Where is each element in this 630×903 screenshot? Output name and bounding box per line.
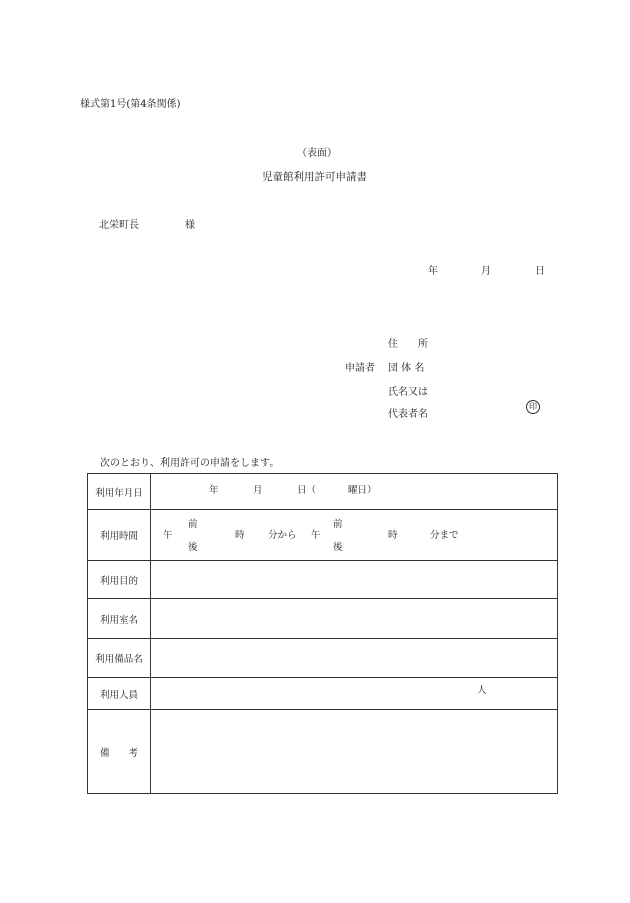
label-use-time: 利用時間 [88,510,151,561]
end-ampm: 午 [311,530,321,541]
use-date-field[interactable] [151,474,558,510]
applicant-name-label-2: 代表者名 [388,409,428,420]
row-purpose [88,561,558,599]
applicant-name-label-1: 氏名又は [388,387,428,398]
start-ampm: 午 [163,530,173,541]
use-time-field[interactable] [151,510,558,561]
start-pm: 後 [188,542,198,553]
applicant-address-label: 住 所 [388,339,428,350]
row-headcount [88,678,558,710]
remarks-field[interactable] [151,710,558,794]
side-label: （表面） [297,148,337,159]
addressee-name: 北栄町長 [99,220,139,231]
label-purpose: 利用目的 [88,561,151,599]
end-am: 前 [333,519,343,530]
headcount-field[interactable] [151,678,558,710]
seal-icon: 印 [526,400,540,414]
form-number: 様式第1号(第4条関係) [80,99,181,110]
label-use-date: 利用年月日 [88,474,151,510]
row-room [88,599,558,639]
use-date-weekday: 曜日） [348,485,377,496]
room-field[interactable] [151,599,558,639]
label-remarks: 備 考 [88,710,151,794]
row-use-date [88,474,558,510]
end-hour: 時 [388,530,398,541]
addressee-honorific: 様 [185,220,195,231]
use-date-day: 日（ [297,485,317,496]
date-year: 年 [428,266,438,277]
row-use-time [88,510,558,561]
row-equipment [88,639,558,678]
label-room: 利用室名 [88,599,151,639]
use-date-year: 年 [209,485,219,496]
intro-text: 次のとおり、利用許可の申請をします。 [100,458,280,469]
headcount-unit: 人 [477,685,487,696]
equipment-field[interactable] [151,639,558,678]
end-pm: 後 [333,542,343,553]
start-am: 前 [188,519,198,530]
date-month: 月 [481,266,491,277]
date-day: 日 [535,266,545,277]
application-table [87,473,558,794]
label-headcount: 利用人員 [88,678,151,710]
end-min-to: 分まで [430,530,459,541]
document-title: 児童館利用許可申請書 [262,171,367,183]
start-min-from: 分から [268,530,297,541]
start-hour: 時 [235,530,245,541]
purpose-field[interactable] [151,561,558,599]
applicant-label: 申請者 [345,363,375,374]
label-equipment: 利用備品名 [88,639,151,678]
row-remarks [88,710,558,794]
use-date-month: 月 [253,485,263,496]
applicant-group-label: 団 体 名 [388,363,425,374]
